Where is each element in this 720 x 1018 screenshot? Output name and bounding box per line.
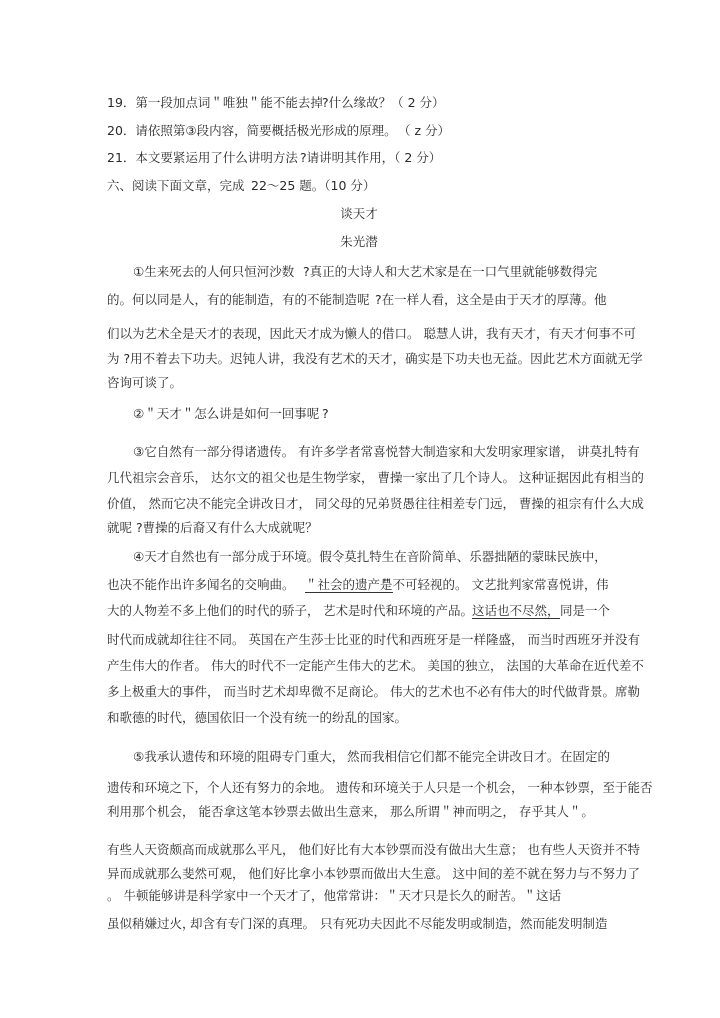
text: ②＂天才＂怎么讲是如何一回事呢 [133,406,320,421]
underlined-phrase: ＂社会的遗产＂ [305,577,393,592]
text: ④天才自然也有一部分成于环境。假令莫扎特生在音阶简单、乐器拙陋的蒙昧民族中， [133,549,607,564]
question-20-segment [398,123,450,139]
text: 22～25 题。（10 分） [251,178,376,193]
text-line [107,804,594,820]
text-line: 遗传和环境之下，个人还有努力的余地。 遗传和环境关于人只是一个机会， 一种本钞票，至于能否 [107,780,653,795]
text: 然而能发明制造 [520,916,608,931]
text: 21．本文要紧运用了什么讲明方法 [107,150,298,165]
text-line: 时代而成就却往往不同。 英国在产生莎士比亚的时代和西班牙是一样隆盛， 而当时西班牙并没有 [107,632,640,647]
text-line: 多上极重大的事件， 而当时艺术却卑微不足商论。 伟大的艺术也不必有伟大的时代做背景。席勒 [107,684,640,699]
question-21-segment [300,150,441,166]
text-line: 们以为艺术全是天才的表现，因此天才成为懒人的借口。 聪慧人讲，我有天才，有天才何事不可 [107,326,636,341]
text: 在固定的 [560,749,611,764]
article-title [340,206,378,222]
text: 只有死功夫因此不尽能发明或制造， [320,916,521,931]
text: 伟 [596,577,609,592]
text-line [107,710,407,726]
text-line [107,520,318,536]
text-line-segment [380,577,596,593]
text: 咨询可谈了。 [107,375,183,390]
question-20-segment [107,123,397,139]
text-line-segment [303,264,597,280]
text: ⑤我承认遗传和环境的阻碍专门重大， [133,749,345,764]
text: 虽似稍嫌过火， [107,916,195,931]
text: 六、阅读下面文章，完成 [107,178,245,193]
text: 大的人物差不多上他们的时代的骄子， [107,603,320,618]
text: 却含有专门深的真理。 [190,916,316,931]
text-line-segment [596,577,609,593]
text-line-segment [133,264,294,280]
text-line: 价值， 然而它决不能完全讲改日才， 同父母的兄弟贤愚往往相差专门远， 曹操的祖宗有什么大成 [107,496,644,511]
text-line: 为 ?用不着去下功夫。迟钝人讲，我没有艺术的天才，确实是下功夫也无益。因此艺术方面就无学 [107,351,643,366]
question-19-segment [107,95,323,111]
text: 利用那个机会， 能否拿这笔本钞票去做出生意来， 那么所谓＂神而明之， 存乎其人＂。 [107,804,594,819]
text-line-segment [375,292,607,308]
text-line-segment [320,916,520,932]
section-six-heading-segment [107,178,245,194]
text: （ z 分） [398,123,451,138]
text-line-segment [560,603,610,619]
text-line-segment [347,749,560,765]
text-line [107,888,561,904]
text: 同是一个 [560,603,611,618]
text: 然而我相信它们都不能完全讲改日才。 [347,749,560,764]
text-line-segment [133,749,344,765]
text: 谈天才 [340,206,378,221]
text: ?请讲明其作用，（ 2 分） [300,150,442,165]
question-21-segment [107,150,298,166]
underlined-phrase: 这话也不尽然， [472,603,560,618]
text: ?真正的大诗人和大艺术家是在一口气里就能够数得完 [303,264,598,279]
text-line-segment [107,577,295,593]
text-line: 有些人天资颇高而成就那么平凡， 他们好比有大本钞票而没有做出大生意； 也有些人天资并不特 [107,842,640,857]
text: 和歌德的时代，德国依旧一个没有统一的纷乱的国家。 [107,710,408,725]
text: 20．请依照第③段内容，简要概括极光形成的原理。 [107,123,397,138]
text: ?在一样人看，这全是由于天才的厚薄。他 [375,292,607,307]
section-six-heading-segment [251,178,375,194]
text: ?什么缘故？（ 2 分） [322,95,445,110]
text-line-segment [107,916,195,932]
text: ? [322,406,329,421]
text-line-segment [472,603,560,619]
text: 朱光潜 [340,234,378,249]
text: 。 牛顿能够讲是科学家中一个天才了，他常常讲：＂天才只是长久的耐苦。＂这话 [107,888,561,903]
text-line-segment [560,749,610,765]
text: ①生来死去的人何只恒河沙数 [133,264,295,279]
text: 是不可轻视的。 文艺批判家常喜悦讲， [380,577,597,592]
text-line-segment [133,406,319,422]
text: 19．第一段加点词＂唯独＂能不能去掉 [107,95,323,110]
text-line-segment [190,916,315,932]
article-author [340,234,378,250]
text-line: 异而成就那么斐然可观， 他们好比拿小本钞票而做出大生意。 这中间的差不就在努力与不努力了 [107,866,640,881]
question-19-segment [322,95,445,111]
text-line-segment [322,406,329,422]
text-line [133,549,607,565]
text: 的。何以同是人，有的能制造，有的不能制造呢 [107,292,370,307]
text-line: ③它自然有一部分得诸遗传。 有许多学者常喜悦替大制造家和大发明家理家谱， 讲莫扎特有 [133,444,640,459]
text-line-segment [323,603,473,619]
text-line: 几代祖宗会音乐， 达尔文的祖父也是生物学家， 曹操一家出了几个诗人。 这种证据因此有相当的 [107,470,644,485]
text-line [107,375,182,391]
text: 就呢 ?曹操的后裔又有什么大成就呢？ [107,520,318,535]
text-line-segment [107,292,370,308]
text: 艺术是时代和环境的产品。 [323,603,474,618]
text-line: 产生伟大的作者。 伟大的时代不一定能产生伟大的艺术。 美国的独立， 法国的大革命在近代差不 [107,658,644,673]
text: 也决不能作出许多闻名的交响曲。 [107,577,295,592]
text-line-segment [107,603,320,619]
text-line-segment [520,916,608,932]
